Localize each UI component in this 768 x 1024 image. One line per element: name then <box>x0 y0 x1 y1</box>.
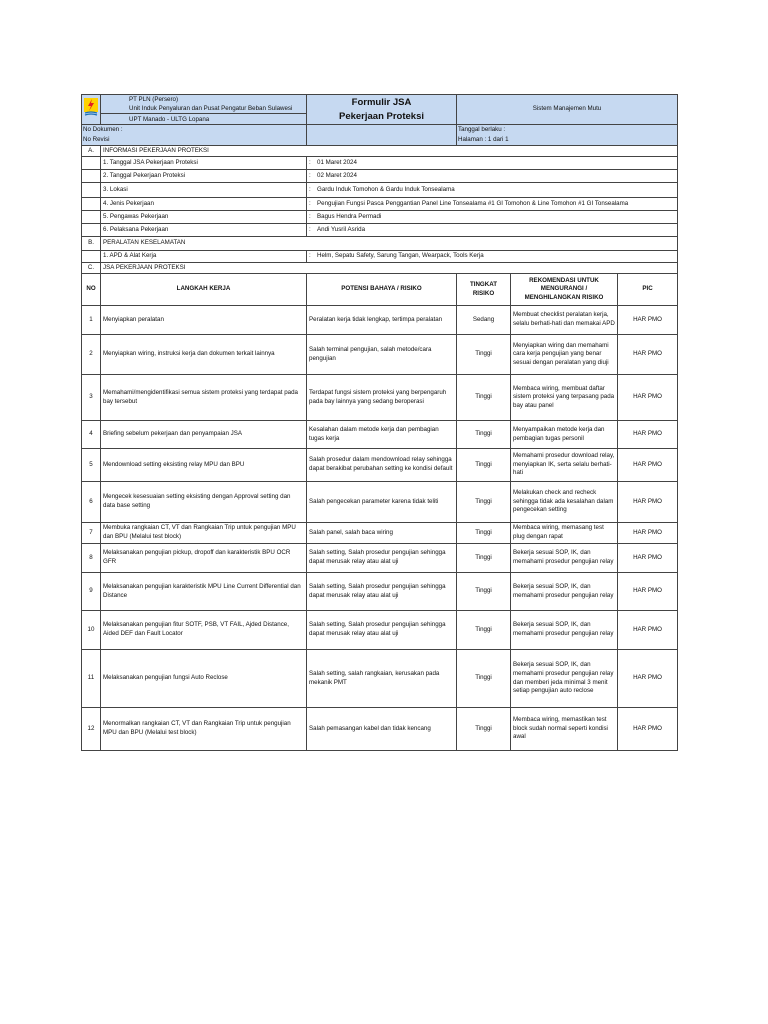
page-number: Halaman : 1 dari 1 <box>458 136 509 143</box>
validity-info <box>457 125 678 146</box>
row-pic: HAR PMO <box>618 482 678 523</box>
row-recommend: Memahami prosedur download relay, menyiapkan IK, serta selalu berhati-hati <box>511 449 618 482</box>
row-no: 5 <box>82 449 101 482</box>
row-pic: HAR PMO <box>618 335 678 375</box>
title-spacer <box>307 125 457 146</box>
row-level: Tinggi <box>457 523 511 544</box>
pln-logo-icon <box>83 97 99 119</box>
info-value-text: 01 Maret 2024 <box>317 158 357 166</box>
row-pic: HAR PMO <box>618 650 678 708</box>
row-hazard: Salah setting, Salah prosedur pengujian sehingga dapat merusak relay atau alat uji <box>307 611 457 650</box>
row-hazard: Peralatan kerja tidak lengkap, tertimpa peralatan <box>307 306 457 335</box>
form-title-line-1: Formulir JSA <box>351 96 412 108</box>
info-label: 6. Pelaksana Pekerjaan <box>101 224 307 237</box>
info-value-text: Pengujian Fungsi Pasca Penggantian Panel Line Tonsealama #1 GI Tomohon & Line Tomohon #1 GI Tonsealama <box>317 199 629 207</box>
row-recommend: Bekerja sesuai SOP, IK, dan memahami prosedur pengujian relay <box>511 544 618 573</box>
row-step: Memahami/mengidentifikasi semua sistem proteksi yang terdapat pada bay tersebut <box>101 375 307 421</box>
row-pic: HAR PMO <box>618 544 678 573</box>
table-row <box>82 708 678 751</box>
col-header-hazard: POTENSI BAHAYA / RISIKO <box>307 274 457 306</box>
row-recommend: Bekerja sesuai SOP, IK, dan memahami prosedur pengujian relay <box>511 611 618 650</box>
info-label: 1. Tanggal JSA Pekerjaan Proteksi <box>101 157 307 170</box>
row-no: 7 <box>82 523 101 544</box>
table-row <box>82 482 678 523</box>
info-value-text: Andi Yusril Asrida <box>317 225 366 233</box>
info-label: 1. APD & Alat Kerja <box>101 251 307 263</box>
upt-name: UPT Manado - ULTG Lopana <box>101 114 307 125</box>
info-value: : Bagus Hendra Permadi <box>307 211 678 224</box>
table-row <box>82 335 678 375</box>
row-pic: HAR PMO <box>618 421 678 449</box>
org-info <box>101 95 307 114</box>
spacer <box>82 198 101 211</box>
spacer <box>82 157 101 170</box>
info-value-text: Helm, Sepatu Safety, Sarung Tangan, Wearpack, Tools Kerja <box>317 252 484 260</box>
row-no: 6 <box>82 482 101 523</box>
row-step: Briefing sebelum pekerjaan dan penyampaian JSA <box>101 421 307 449</box>
row-level: Tinggi <box>457 421 511 449</box>
row-recommend: Bekerja sesuai SOP, IK, dan memahami prosedur pengujian relay <box>511 573 618 611</box>
section-a-letter: A. <box>82 146 101 157</box>
table-row <box>82 611 678 650</box>
info-value: : Gardu Induk Tomohon & Gardu Induk Tonsealama <box>307 183 678 198</box>
table-row <box>82 544 678 573</box>
jsa-form-sheet <box>81 94 677 751</box>
row-recommend: Membaca wiring, membuat daftar sistem proteksi yang terpasang pada bay atau panel <box>511 375 618 421</box>
row-hazard: Salah panel, salah baca wiring <box>307 523 457 544</box>
row-hazard: Salah prosedur dalam mendownload relay sehingga dapat berakibat perubahan setting ke kondisi default <box>307 449 457 482</box>
jsa-form-table <box>81 94 678 751</box>
row-pic: HAR PMO <box>618 375 678 421</box>
row-no: 12 <box>82 708 101 751</box>
info-value-text: Gardu Induk Tomohon & Gardu Induk Tonsealama <box>317 185 455 193</box>
row-recommend: Bekerja sesuai SOP, IK, dan memahami prosedur pengujian relay dan memberi jeda minimal 3 menit setiap pengujian auto reclose <box>511 650 618 708</box>
col-header-pic: PIC <box>618 274 678 306</box>
row-step: Menyiapkan wiring, instruksi kerja dan dokumen terkait lainnya <box>101 335 307 375</box>
row-pic: HAR PMO <box>618 611 678 650</box>
info-label: 4. Jenis Pekerjaan <box>101 198 307 211</box>
row-pic: HAR PMO <box>618 523 678 544</box>
form-title <box>307 95 457 125</box>
row-no: 3 <box>82 375 101 421</box>
pln-logo <box>82 95 101 125</box>
row-no: 10 <box>82 611 101 650</box>
revision-number: No Revisi <box>83 136 110 143</box>
info-value-text: Bagus Hendra Permadi <box>317 212 382 220</box>
row-no: 2 <box>82 335 101 375</box>
col-header-level: TINGKAT RISIKO <box>457 274 511 306</box>
row-pic: HAR PMO <box>618 708 678 751</box>
row-level: Tinggi <box>457 611 511 650</box>
info-label: 3. Lokasi <box>101 183 307 198</box>
section-a-title: INFORMASI PEKERJAAN PROTEKSI <box>101 146 678 157</box>
spacer <box>82 183 101 198</box>
row-pic: HAR PMO <box>618 449 678 482</box>
row-no: 1 <box>82 306 101 335</box>
row-recommend: Menyiapkan wiring dan memahami cara kerja pengujian yang benar sesuai dengan peralatan yang diuji <box>511 335 618 375</box>
row-step: Menyiapkan peralatan <box>101 306 307 335</box>
spacer <box>82 211 101 224</box>
table-row <box>82 421 678 449</box>
info-value-text: 02 Maret 2024 <box>317 171 357 179</box>
col-header-recommend: REKOMENDASI UNTUK MENGURANGI / MENGHILANGKAN RISIKO <box>511 274 618 306</box>
row-hazard: Salah pengecekan parameter karena tidak teliti <box>307 482 457 523</box>
document-number: No Dokumen : <box>83 126 123 133</box>
info-value: : 01 Maret 2024 <box>307 157 678 170</box>
row-no: 9 <box>82 573 101 611</box>
col-header-no: NO <box>82 274 101 306</box>
row-pic: HAR PMO <box>618 306 678 335</box>
row-level: Tinggi <box>457 375 511 421</box>
table-row <box>82 523 678 544</box>
row-level: Tinggi <box>457 708 511 751</box>
row-hazard: Salah setting, Salah prosedur pengujian sehingga dapat merusak relay atau alat uji <box>307 544 457 573</box>
row-hazard: Terdapat fungsi sistem proteksi yang berpengaruh pada bay lainnya yang sedang beroperasi <box>307 375 457 421</box>
row-step: Melaksanakan pengujian karakteristik MPU Line Current Differential dan Distance <box>101 573 307 611</box>
row-level: Tinggi <box>457 449 511 482</box>
info-label: 2. Tanggal Pekerjaan Proteksi <box>101 170 307 183</box>
row-level: Tinggi <box>457 650 511 708</box>
row-pic: HAR PMO <box>618 573 678 611</box>
unit-name: Unit Induk Penyaluran dan Pusat Pengatur Beban Sulawesi <box>129 105 293 112</box>
row-hazard: Salah pemasangan kabel dan tidak kencang <box>307 708 457 751</box>
info-value: : Pengujian Fungsi Pasca Penggantian Panel Line Tonsealama #1 GI Tomohon & Line Tomohon #1 GI Tonsealama <box>307 198 678 211</box>
table-row <box>82 306 678 335</box>
row-hazard: Salah setting, salah rangkaian, kerusakan pada mekanik PMT <box>307 650 457 708</box>
row-level: Tinggi <box>457 544 511 573</box>
spacer <box>82 251 101 263</box>
table-row <box>82 375 678 421</box>
row-step: Mengecek kesesuaian setting eksisting dengan Approval setting dan data base setting <box>101 482 307 523</box>
section-b-title: PERALATAN KESELAMATAN <box>101 237 678 251</box>
management-system: Sistem Manajemen Mutu <box>457 95 678 125</box>
row-step: Menormalkan rangkaian CT, VT dan Rangkaian Trip untuk pengujian MPU dan BPU (Melalui test block) <box>101 708 307 751</box>
row-recommend: Membuat checklist peralatan kerja, selalu berhati-hati dan memakai APD <box>511 306 618 335</box>
row-recommend: Menyampaikan metode kerja dan pembagian tugas personil <box>511 421 618 449</box>
info-value: : Helm, Sepatu Safety, Sarung Tangan, Wearpack, Tools Kerja <box>307 251 678 263</box>
row-level: Tinggi <box>457 482 511 523</box>
row-recommend: Membaca wiring, memastikan test block sudah normal seperti kondisi awal <box>511 708 618 751</box>
doc-info <box>82 125 307 146</box>
row-recommend: Membaca wiring, memasang test plug dengan rapat <box>511 523 618 544</box>
row-step: Melaksanakan pengujian pickup, dropoff dan karakteristik BPU OCR GFR <box>101 544 307 573</box>
row-no: 4 <box>82 421 101 449</box>
row-recommend: Melakukan check and recheck sehingga tidak ada kesalahan dalam pengecekan setting <box>511 482 618 523</box>
row-step: Melaksanakan pengujian fitur SOTF, PSB, VT FAIL, Ajded Distance, Aided DEF dan Fault Locator <box>101 611 307 650</box>
row-hazard: Salah terminal pengujian, salah metode/cara pengujian <box>307 335 457 375</box>
col-header-step: LANGKAH KERJA <box>101 274 307 306</box>
valid-date: Tanggal berlaku : <box>458 126 506 133</box>
info-label: 5. Pengawas Pekerjaan <box>101 211 307 224</box>
row-hazard: Salah setting, Salah prosedur pengujian sehingga dapat merusak relay atau alat uji <box>307 573 457 611</box>
info-value: : 02 Maret 2024 <box>307 170 678 183</box>
spacer <box>82 170 101 183</box>
spacer <box>82 224 101 237</box>
row-hazard: Kesalahan dalam metode kerja dan pembagian tugas kerja <box>307 421 457 449</box>
table-row <box>82 650 678 708</box>
row-step: Melaksanakan pengujian fungsi Auto Reclose <box>101 650 307 708</box>
row-step: Mendownload setting eksisting relay MPU dan BPU <box>101 449 307 482</box>
row-level: Tinggi <box>457 573 511 611</box>
info-value: : Andi Yusril Asrida <box>307 224 678 237</box>
table-row <box>82 573 678 611</box>
table-row <box>82 449 678 482</box>
section-c-letter: C. <box>82 263 101 274</box>
form-title-line-2: Pekerjaan Proteksi <box>338 110 425 122</box>
row-level: Sedang <box>457 306 511 335</box>
row-no: 11 <box>82 650 101 708</box>
company-name: PT PLN (Persero) <box>129 96 179 103</box>
row-step: Membuka rangkaian CT, VT dan Rangkaian Trip untuk pengujian MPU dan BPU (Melalui test block) <box>101 523 307 544</box>
section-c-title: JSA PEKERJAAN PROTEKSI <box>101 263 678 274</box>
section-b-letter: B. <box>82 237 101 251</box>
row-level: Tinggi <box>457 335 511 375</box>
row-no: 8 <box>82 544 101 573</box>
